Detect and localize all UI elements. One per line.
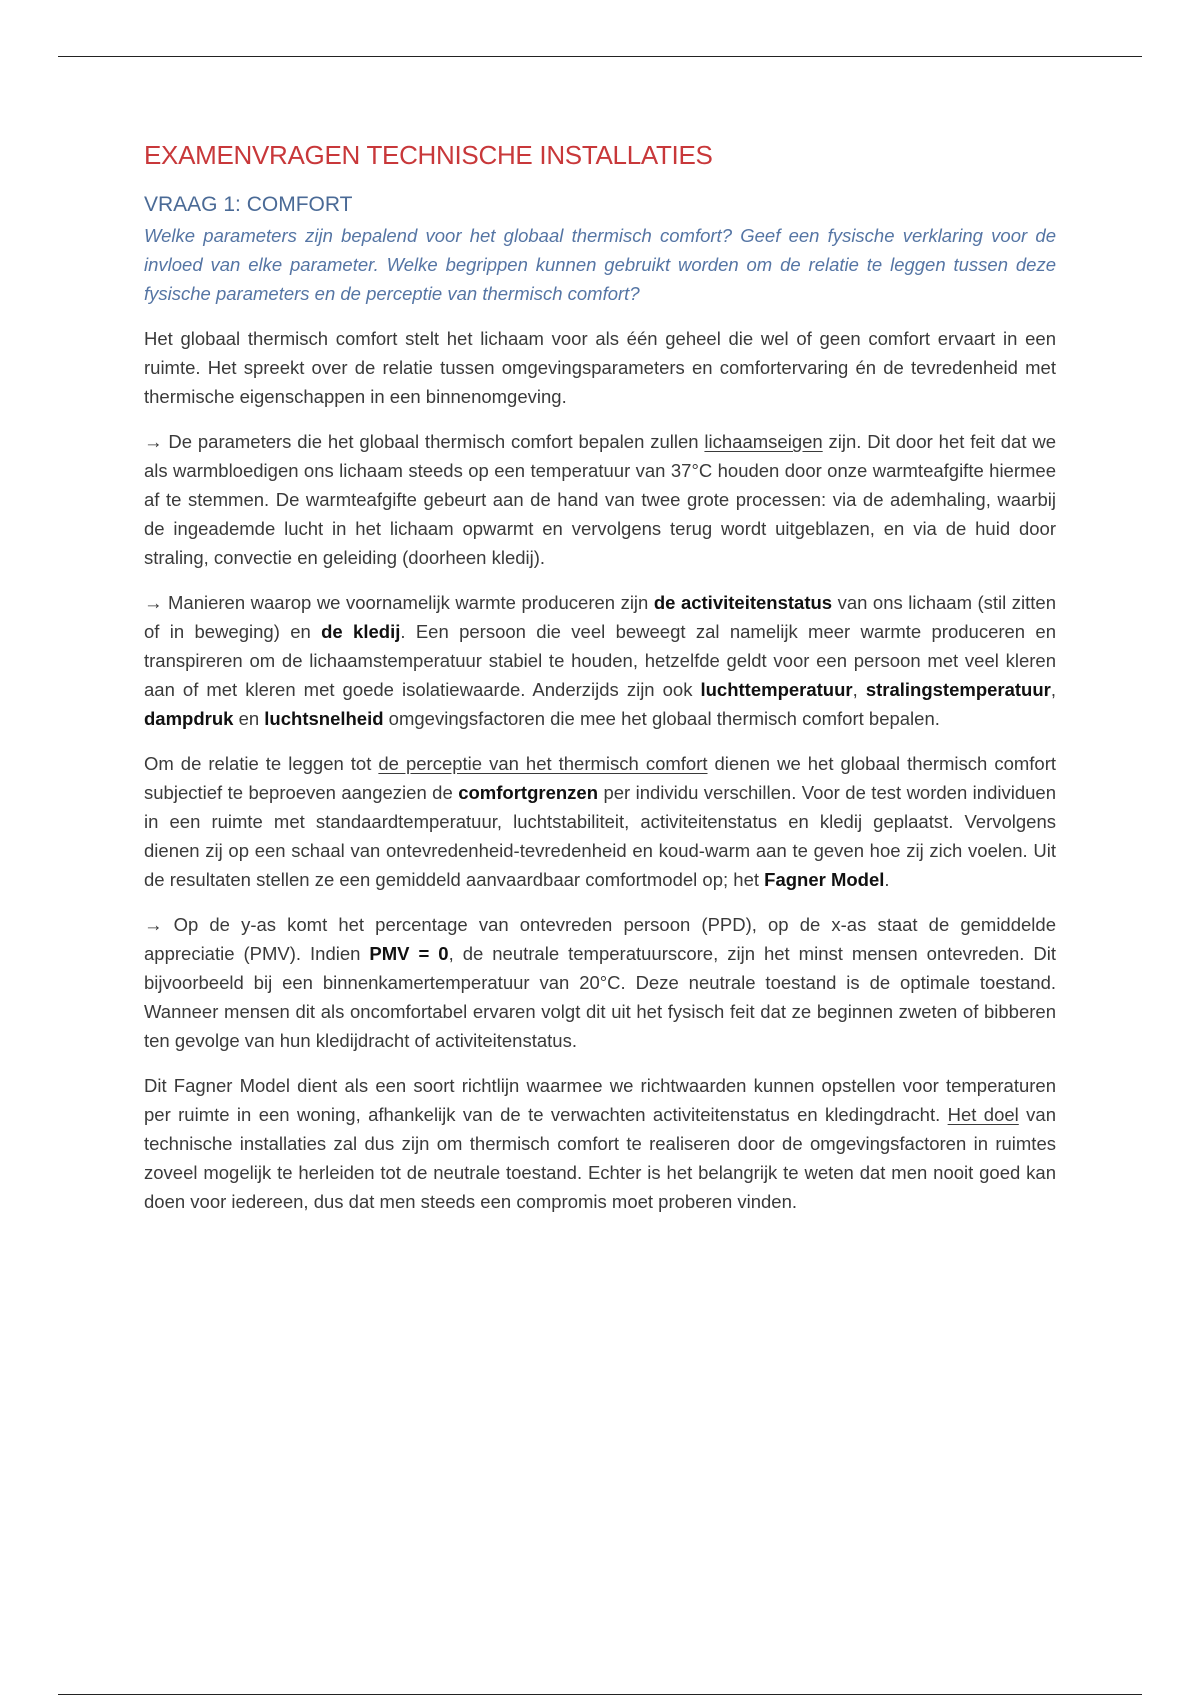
text-run: van ons lichaam (stil zitten of in beweging) en xyxy=(144,592,1056,642)
text-run: Dit Fagner Model dient als een soort richtlijn waarmee we richtwaarden kunnen opstellen voor temperaturen per ruimte in een woning, afhankelijk van de te verwachten activiteitenstatus en kledingdracht. xyxy=(144,1075,1056,1125)
bold-term: comfortgrenzen xyxy=(458,782,598,803)
paragraph-6 xyxy=(144,1071,1056,1216)
footer-rule xyxy=(58,1694,1142,1695)
document-title: EXAMENVRAGEN TECHNISCHE INSTALLATIES xyxy=(144,140,713,170)
paragraph-4 xyxy=(144,749,1056,894)
text-run: en xyxy=(233,708,265,729)
document-body xyxy=(144,140,1056,1232)
bold-term: de activiteitenstatus xyxy=(653,592,833,613)
text-run: . Een persoon die veel beweegt zal namelijk meer warmte produceren en transpireren om de lichaamstemperatuur stabiel te houden, hetzelfde geldt voor een persoon met veel kleren aan of met kleren met goede isolatiewaarde. Anderzijds zijn ook xyxy=(144,621,1057,700)
header-rule xyxy=(58,56,1142,57)
text-run: → Manieren waarop we voornamelijk warmte produceren zijn xyxy=(144,592,654,613)
section-heading: VRAAG 1: COMFORT xyxy=(144,193,353,216)
bold-term: dampdruk xyxy=(144,708,234,729)
text-run: Om de relatie te leggen tot xyxy=(144,753,379,774)
text-run: → De parameters die het globaal thermisch comfort bepalen zullen xyxy=(144,431,705,452)
paragraph-3 xyxy=(144,588,1056,733)
text-run: dienen we het globaal thermisch comfort subjectief te beproeven aangezien de xyxy=(144,753,1057,803)
text-run: . xyxy=(884,869,890,890)
bold-term: luchttemperatuur xyxy=(700,679,853,700)
text-run: , de neutrale temperatuurscore, zijn het minst mensen ontevreden. Dit bijvoorbeeld bij een binnenkamertemperatuur van 20°C. Deze neutrale toestand is de optimale toestand. Wanneer mensen dit als oncomfortabel ervaren volgt dit uit het fysisch feit dat ze beginnen zweten of bibberen ten gevolge van hun kledijdracht of activiteitenstatus. xyxy=(144,943,1056,1051)
underlined-term: lichaamseigen xyxy=(704,431,823,452)
text-run: per individu verschillen. Voor de test worden individuen in een ruimte met standaardtemperatuur, luchtstabiliteit, activiteitenstatus en kledij geplaatst. Vervolgens dienen zij op een schaal van ontevredenheid-tevredenheid en koud-warm aan te geven hoe zij zich voelen. Uit de resultaten stellen ze een gemiddeld aanvaardbaar comfortmodel op; het xyxy=(144,782,1056,890)
bold-term: PMV = 0 xyxy=(369,943,449,964)
text-run: , xyxy=(852,679,866,700)
text-run: zijn. Dit door het feit dat we als warmbloedigen ons lichaam steeds op een temperatuur van 37°C houden door onze warmteafgifte hiermee af te stemmen. De warmteafgifte gebeurt aan de hand van twee grote processen: via de ademhaling, waarbij de ingeademde lucht in het lichaam opwarmt en vervolgens terug wordt uitgeblazen, en via de huid door straling, convectie en geleiding (doorheen kledij). xyxy=(144,431,1056,568)
underlined-term: de perceptie van het thermisch comfort xyxy=(378,753,708,774)
bold-term: luchtsnelheid xyxy=(264,708,384,729)
text-run: van technische installaties zal dus zijn om thermisch comfort te realiseren door de omgevingsfactoren in ruimtes zoveel mogelijk te herleiden tot de neutrale toestand. Echter is het belangrijk te weten dat men nooit goed kan doen voor iedereen, dus dat men steeds een compromis moet proberen vinden. xyxy=(144,1104,1056,1212)
paragraph-1: Het globaal thermisch comfort stelt het lichaam voor als één geheel die wel of geen comfort ervaart in een ruimte. Het spreekt over de relatie tussen omgevingsparameters en comfortervaring én de tevredenheid met thermische eigenschappen in een binnenomgeving. xyxy=(144,328,1056,407)
text-run: , xyxy=(1050,679,1056,700)
text-run: omgevingsfactoren die mee het globaal thermisch comfort bepalen. xyxy=(383,708,940,729)
underlined-term: Het doel xyxy=(947,1104,1019,1125)
bold-term: de kledij xyxy=(321,621,401,642)
bold-term: stralingstemperatuur xyxy=(865,679,1051,700)
bold-term: Fagner Model xyxy=(764,869,885,890)
paragraph-5 xyxy=(144,910,1056,1055)
exam-question: Welke parameters zijn bepalend voor het globaal thermisch comfort? Geef een fysische verklaring voor de invloed van elke parameter. Welke begrippen kunnen gebruikt worden om de relatie te leggen tussen deze fysische parameters en de perceptie van thermisch comfort? xyxy=(144,225,1056,304)
paragraph-2 xyxy=(144,427,1056,572)
text-run: → Op de y-as komt het percentage van ontevreden persoon (PPD), op de x-as staat de gemiddelde appreciatie (PMV). Indien xyxy=(144,914,1056,964)
